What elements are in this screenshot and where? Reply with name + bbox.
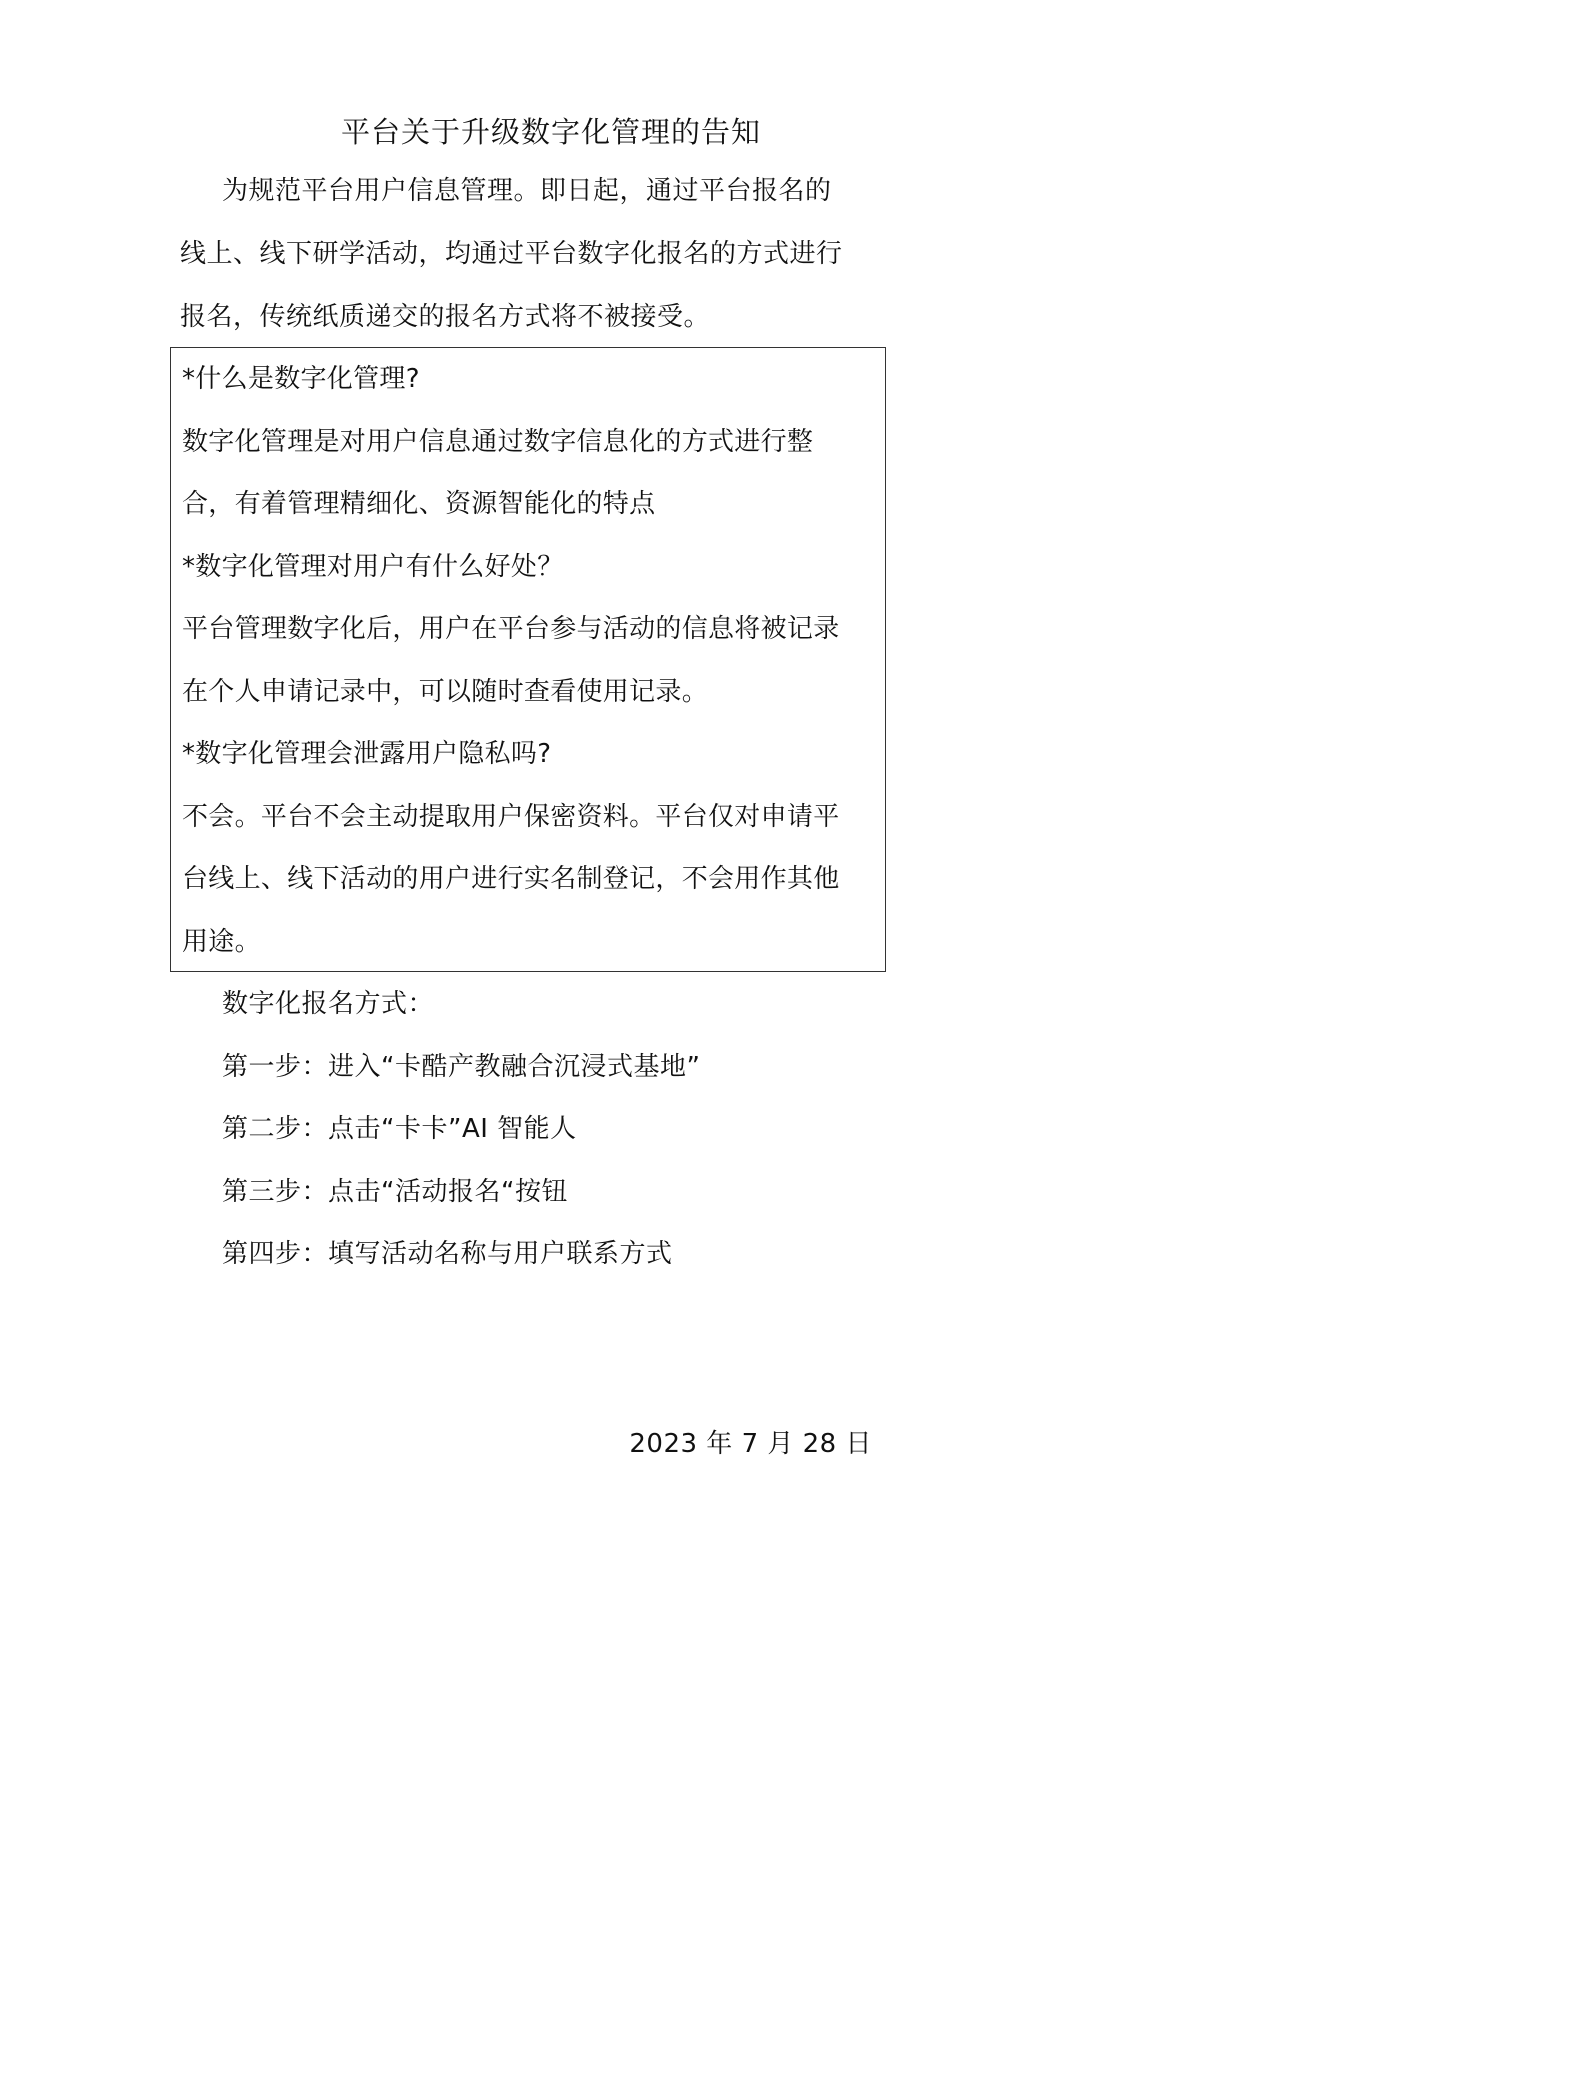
step-item: 第三步：点击“活动报名“按钮 [222, 1176, 568, 1207]
step-item: 第四步：填写活动名称与用户联系方式 [222, 1239, 673, 1269]
faq-answer-line: 平台管理数字化后，用户在平台参与活动的信息将被记录 [182, 614, 840, 644]
step-item: 第一步：进入“卡酷产教融合沉浸式基地” [222, 1051, 701, 1082]
step-item: 第二步：点击“卡卡”AI 智能人 [222, 1114, 577, 1144]
faq-question: *数字化管理对用户有什么好处？ [182, 551, 564, 582]
faq-answer-line: 不会。平台不会主动提取用户保密资料。平台仅对申请平 [182, 801, 840, 832]
faq-question: *数字化管理会泄露用户隐私吗? [182, 739, 552, 769]
steps-heading: 数字化报名方式： [222, 989, 435, 1019]
faq-answer-line: 台线上、线下活动的用户进行实名制登记，不会用作其他 [182, 864, 840, 894]
faq-content [182, 348, 882, 973]
faq-answer-line: 数字化管理是对用户信息通过数字信息化的方式进行整 [182, 426, 814, 457]
document-date: 2023 年 7 月 28 日 [629, 1429, 872, 1459]
steps-section [222, 973, 922, 1286]
faq-box [170, 347, 886, 972]
intro-paragraph [180, 160, 880, 349]
document-title: 平台关于升级数字化管理的告知 [340, 115, 761, 149]
intro-line: 为规范平台用户信息管理。即日起，通过平台报名的 [222, 176, 832, 206]
intro-line: 报名，传统纸质递交的报名方式将不被接受。 [180, 302, 711, 332]
faq-answer-line: 用途。 [182, 926, 261, 957]
faq-question: *什么是数字化管理? [182, 364, 420, 394]
faq-answer-line: 合，有着管理精细化、资源智能化的特点 [182, 489, 656, 519]
faq-answer-line: 在个人申请记录中，可以随时查看使用记录。 [182, 676, 709, 707]
intro-line: 线上、线下研学活动，均通过平台数字化报名的方式进行 [180, 239, 843, 269]
